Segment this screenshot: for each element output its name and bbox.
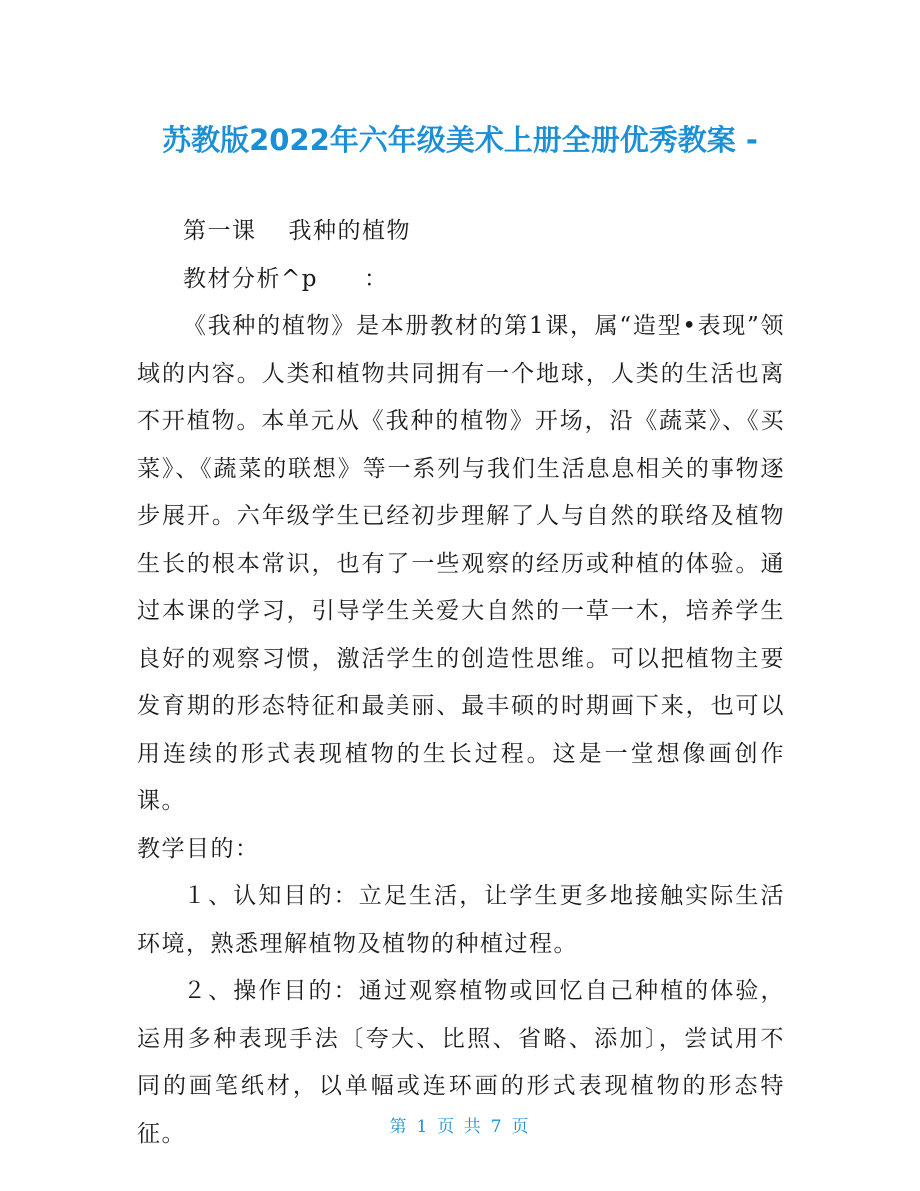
objectives-heading: 教学目的： [137,835,260,862]
lesson-heading [137,208,785,256]
analysis-heading [137,256,785,304]
document-body [137,208,785,1158]
document-title: 苏教版2022年六年级美术上册全册优秀教案 - [162,123,758,157]
footer-total-pages: 7 [490,1117,504,1137]
footer-mid: 页 共 [437,1117,483,1137]
footer-page-number: 1 [416,1117,430,1137]
lesson-label: 第一课 [183,218,257,244]
footer-prefix: 第 [389,1117,409,1137]
footer-suffix: 页 [511,1117,531,1137]
objective-item-1: １、认知目的：立足生活，让学生更多地接触实际生活环境，熟悉理解植物及植物的种植过程。 [137,883,785,957]
analysis-colon: ： [364,265,389,292]
analysis-label: 教材分析^p [183,265,318,292]
objective-item-2: ２、操作目的：通过观察植物或回忆自己种植的体验，运用多种表现手法〔夸大、比照、省略、添加〕，尝试用不同的画笔纸材，以单幅或连环画的形式表现植物的形态特征。 [137,978,785,1147]
intro-paragraph: 《我种的植物》是本册教材的第1课，属“造型•表现”领域的内容。人类和植物共同拥有一个地球，人类的生活也离不开植物。本单元从《我种的植物》开场，沿《蔬菜》、《买菜》、《蔬菜的联想》等一系列与我们生活息息相关的事物逐步展开。六年级学生已经初步理解了人与自然的联络及植物生长的根本常识，也有了一些观察的经历或种植的体验。通过本课的学习，引导学生关爱大自然的一草一木，培养学生良好的观察习惯，激活学生的创造性思维。可以把植物主要发育期的形态特征和最美丽、最丰硕的时期画下来，也可以用连续的形式表现植物的生长过程。这是一堂想像画创作课。 [137,313,785,814]
page-footer [0,1112,920,1137]
lesson-name: 我种的植物 [288,218,411,244]
